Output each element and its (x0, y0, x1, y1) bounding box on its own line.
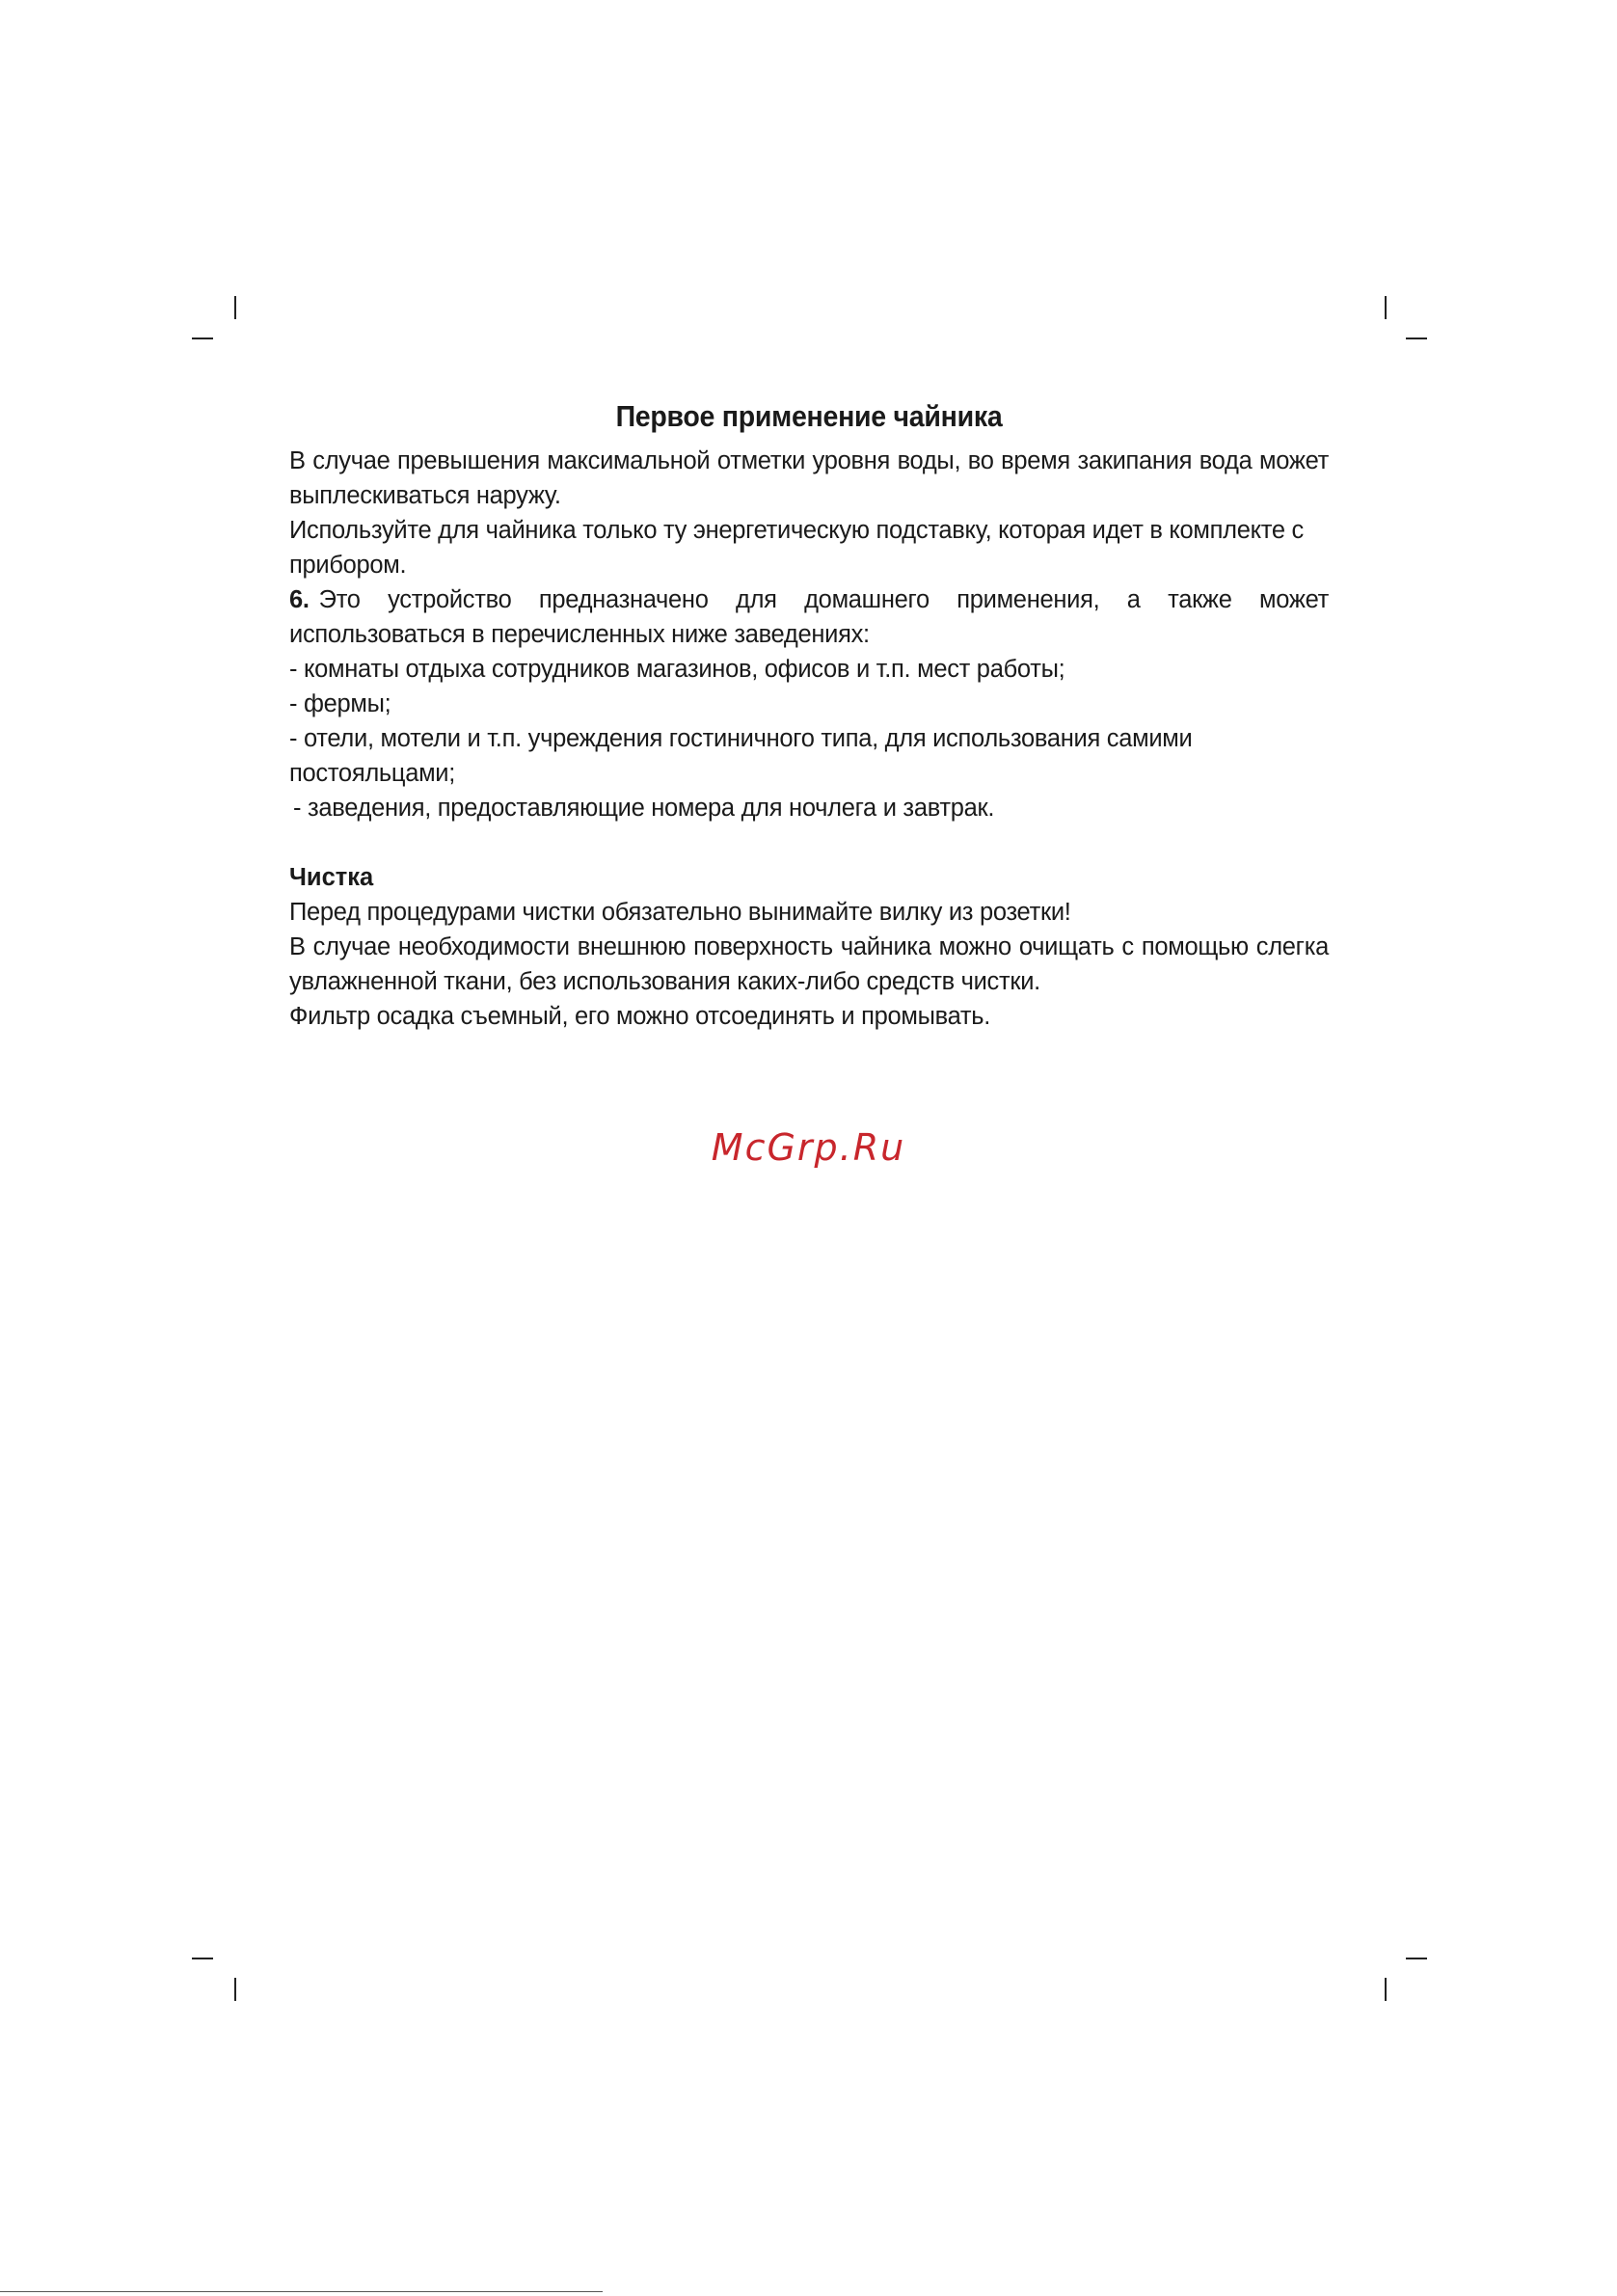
page-title: Первое применение чайника (615, 399, 1003, 433)
watermark-text: McGrp.Ru (711, 1126, 906, 1169)
crop-mark-top-right-vertical (1385, 296, 1387, 319)
item-number: 6. (289, 586, 310, 613)
main-content (289, 399, 1329, 1034)
paragraph-unplug-warning: Перед процедурами чистки обязательно вынимайте вилку из розетки! (289, 899, 1071, 926)
paragraph-base-warning: Используйте для чайника только ту энергетическую подставку, которая идет в комплекте с прибором. (289, 517, 1304, 579)
crop-mark-bottom-left-vertical (234, 1978, 236, 2001)
paragraph-filter: Фильтр осадка съемный, его можно отсоединять и промывать. (289, 1003, 991, 1030)
list-item: - фермы; (289, 690, 391, 717)
usage-scope-text: Это устройство предназначено для домашнего применения, а также может использоваться в перечисленных ниже заведениях: (289, 586, 1329, 648)
crop-mark-top-left-vertical (234, 296, 236, 319)
section-heading-cleaning: Чистка (289, 864, 374, 891)
paragraph-usage-scope (289, 582, 1329, 652)
paragraph-surface-cleaning: В случае необходимости внешнюю поверхность чайника можно очищать с помощью слегка увлажненной ткани, без использования каких-либо средств чистки. (289, 933, 1329, 995)
crop-mark-top-left-horizontal (192, 338, 213, 339)
paragraph-overflow-warning: В случае превышения максимальной отметки уровня воды, во время закипания вода может выплескиваться наружу. (289, 447, 1329, 509)
crop-mark-top-right-horizontal (1406, 338, 1427, 339)
list-item: - отели, мотели и т.п. учреждения гостиничного типа, для использования самими постояльцами; (289, 725, 1193, 787)
footer-divider (0, 2291, 603, 2292)
crop-mark-bottom-right-vertical (1385, 1978, 1387, 2001)
crop-mark-bottom-right-horizontal (1406, 1958, 1427, 1959)
list-item: - заведения, предоставляющие номера для ночлега и завтрак. (293, 795, 995, 822)
list-item: - комнаты отдыха сотрудников магазинов, офисов и т.п. мест работы; (289, 656, 1065, 683)
crop-mark-bottom-left-horizontal (192, 1958, 213, 1959)
